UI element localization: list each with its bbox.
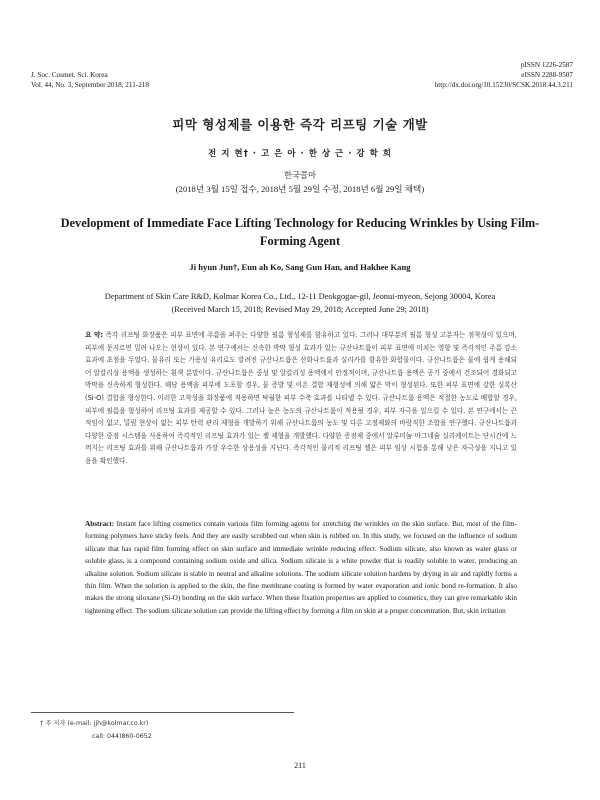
korean-abstract-text: 즉각 리프팅 화장품은 피부 표면에 주름을 펴주는 다양한 필름 형성제를 함유하고 있다. 그러나 대부분의 필름 형성 고분자는 점착성이 있으며, 피부에 문지르면 밀려 나오는 현상이 있다. 본 연구에서는 신속한 박막 형성 효과가 있는 규산나트륨이 피부 표면에 미치는 영향 및 즉각적인 주름 감소 효과에 초점을 두었다. 물유리 또는 가용성 유리로도 알려진 규산나트륨은 산화나트륨과 실리카를 함유한 화합물이다. 규산나트륨은 물에 쉽게 용해되어 알칼리성 용액을 생성하는 흰색 분말이다. 규산나트륨은 중성 및 알칼리성 용액에서 안정적이며, 규산나트륨 용액은 공기 중에서 건조되어 경화되고 박막을 신속하게 형성한다. 해당 용액을 피부에 도포할 경우, 물 증발 및 이온 결합 재형성에 의해 얇은 막이 형성된다. 또한 피부 표면에 강한 실록산(Si-O) 결합을 형성한다. 이러한 고착성을 화장품에 적용하면 탁월한 피부 수축 효과를 나타낼 수 있다. 규산나트륨 용액은 적절한 농도로 배합할 경우, 피부에 필름을 형성하여 리프팅 효과를 제공할 수 있다. 그러나 높은 농도의 규산나트륨이 적용될 경우, 피부 자극을 일으킬 수 있다. 본 연구에서는 끈적임이 없고, 밀림 현상이 없는 피부 탄력 관리 제형을 개발하기 위해 규산나트륨의 농도 및 다른 고정제와의 바람직한 조합을 연구했다. 규산나트륨과 다양한 중점 시스템을 사용하여 즉각적인 리프팅 효과가 있는 젤 제형을 개발했다. 다양한 증점제 중에서 알루미늄 마그네슘 실리케이트는 단시간에 느껴지는 리프팅 효과를 위해 규산나트륨과 가장 우수한 상용성을 지닌다. 즉각적인 물리적 리프팅 젤은 피부 임상 시험을 통해 낮은 자극성을 지니고 있음을 확인했다. [85,331,518,465]
english-affiliation-block [40,290,560,316]
english-abstract-label: Abstract: [85,520,115,528]
footnote-divider [31,712,294,713]
korean-abstract-label: 요 약: [85,331,104,339]
footnote-phone: call: 044)860-0652 [92,733,152,740]
journal-name: J. Soc. Cosmet. Sci. Korea [31,71,108,79]
english-authors: Ji hyun Jun†, Eun ah Ko, Sang Gun Han, and Hakhee Kang [189,262,411,272]
korean-abstract [85,329,517,468]
korean-dates: (2018년 3월 15일 접수, 2018년 5월 29일 수정, 2018년 6월 29일 채택) [175,184,425,194]
journal-header [31,70,149,90]
pissn: pISSN 1226-2587 [520,61,573,69]
english-title: Development of Immediate Face Lifting Technology for Reducing Wrinkles by Using Film-Forming Agent [60,216,540,248]
english-affiliation: Department of Skin Care R&D, Kolmar Korea Co., Ltd., 12-11 Deokgogae-gil, Jeonui-myeon, Sejong 30004, Korea [104,292,496,301]
english-abstract [85,518,517,617]
korean-affiliation: 한국콜마 [283,171,317,180]
korean-authors: 전 지 현† · 고 은 아 · 한 상 근 · 강 학 희 [208,149,392,159]
english-abstract-text: Instant face lifting cosmetics contain various film forming agents for stretching the wrinkles on the skin surface. But, most of the film-forming polymers have sticky feels. And they are easily scrubbed out when skin is rubbed on. In this study, we focused on the influence of sodium silicate that has rapid film forming effect on skin surface and immediate wrinkle reducing effect. Sodium silicate, also known as water glass or soluble glass, is a compound containing sodium oxide and silica. Sodium silicate is a white powder that is readily soluble in water, producing an alkaline solution. Sodium silicate is stable in neutral and alkaline solutions. The sodium silicate solution hardens by drying in air and rapidly forms a thin film. When the solution is applied to the skin, the fine membrane coating is formed by water evaporation and ionic bond re-formation. It also makes the strong siloxane (Si-O) bonding on the skin surface. When these fixation properties are applied to cosmetics, they can give remarkable skin tightening effect. The sodium silicate solution can provide the lifting effect by forming a film on skin at a proper concentration. But, skin irritation [85,520,517,615]
english-dates: (Received March 15, 2018; Revised May 29, 2018; Accepted June 29; 2018) [171,305,429,314]
doi-link[interactable]: http://dx.doi.org/10.15230/SCSK.2018.44.3.211 [434,81,573,89]
issn-header [435,60,573,90]
journal-volume: Vol. 44, No. 3, September 2018, 211-218 [31,81,149,89]
page-number: 211 [294,761,306,770]
footnote-email: † 주 저자 (e-mail: jjh@kolmar.co.kr) [40,720,149,727]
korean-title: 피막 형성제를 이용한 즉각 리프팅 기술 개발 [172,117,428,132]
eissn: eISSN 2288-9507 [521,71,573,79]
footnote [40,717,152,743]
